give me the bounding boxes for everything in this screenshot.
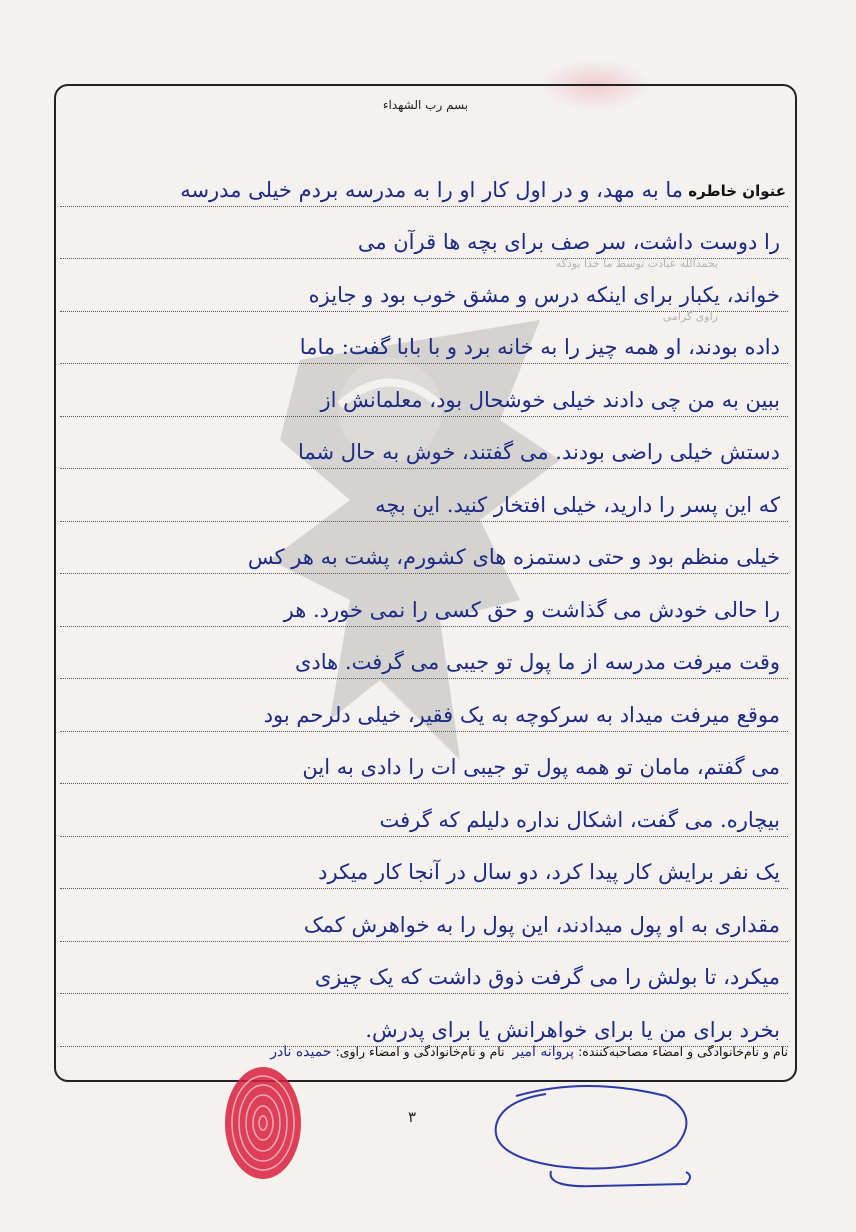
narrator-name: حمیده نادر xyxy=(270,1044,332,1060)
memoir-line xyxy=(60,784,788,837)
handwritten-text: می گفتم، مامان تو همه پول تو جیبی ات را دادی به این xyxy=(302,755,780,779)
handwritten-text: داده بودند، او همه چیز را به خانه برد و با بابا گفت: ماما xyxy=(299,335,780,359)
interviewer-name: پروانه امیر xyxy=(512,1044,575,1060)
handwritten-text: مقداری به او پول میدادند، این پول را به خواهرش کمک xyxy=(303,912,780,937)
memoir-line xyxy=(60,732,788,785)
memoir-line xyxy=(60,522,788,575)
memoir-line xyxy=(60,889,788,942)
memoir-line xyxy=(60,309,788,365)
handwritten-text: میکرد، تا بولش را می گرفت ذوق داشت که یک چیزی xyxy=(314,965,780,989)
memoir-line xyxy=(60,364,788,417)
handwritten-text: بخرد برای من یا برای خواهرانش یا برای پدرش. xyxy=(365,1017,780,1042)
memoir-line xyxy=(60,469,788,522)
fingerprint-stamp xyxy=(222,1064,304,1182)
handwritten-text: را دوست داشت، سر صف برای بچه ها قرآن می xyxy=(357,230,780,254)
memoir-line xyxy=(60,417,788,470)
handwritten-text: دستش خیلی راضی بودند. می گفتند، خوش به حال شما xyxy=(298,440,780,464)
handwritten-text: بیچاره. می گفت، اشکال نداره دلیلم که گرفت xyxy=(379,807,780,832)
memoir-lines xyxy=(60,154,788,1047)
background-print-text: بحمدالله عبادت توسط ما خدا بودکه xyxy=(555,257,718,270)
handwritten-text: خواند، یکبار برای اینکه درس و مشق خوب بود و جایزه xyxy=(308,282,780,307)
handwritten-text: ما به مهد، و در اول کار او را به مدرسه بردم خیلی مدرسه xyxy=(180,177,683,202)
page-header: بسم رب الشهداء xyxy=(382,98,469,112)
handwritten-text: ببین به من چی دادند خیلی خوشحال بود، معلمانش از xyxy=(320,387,780,412)
memoir-line xyxy=(60,994,788,1047)
memoir-line xyxy=(60,207,788,270)
handwritten-text: را حالی خودش می گذاشت و حق کسی را نمی خورد. هر xyxy=(283,597,780,622)
handwritten-text: خیلی منظم بود و حتی دستمزه های کشورم، پشت به هر کس xyxy=(247,545,780,569)
handwritten-text: که این پسر را دارید، خیلی افتخار کنید. این بچه xyxy=(375,492,780,517)
handwritten-text: وقت میرفت مدرسه از ما پول تو جیبی می گرفت. هادی xyxy=(294,650,780,674)
narrator-label: نام و نام‌خانوادگی و امضاء راوی: xyxy=(335,1044,505,1059)
memoir-line xyxy=(60,259,788,323)
memoir-line xyxy=(60,574,788,627)
title-label: عنوان خاطره xyxy=(688,181,786,200)
memoir-line xyxy=(60,679,788,732)
handwritten-text: یک نفر برایش کار پیدا کرد، دو سال در آنجا کار میکرد xyxy=(318,860,780,884)
signature-row xyxy=(60,1044,788,1060)
signature-mark xyxy=(486,1076,702,1196)
memoir-line xyxy=(60,627,788,680)
memoir-line xyxy=(60,837,788,890)
page-number: ۳ xyxy=(408,1108,417,1126)
memoir-line xyxy=(60,154,788,207)
handwritten-text: موقع میرفت میداد به سرکوچه به یک فقیر، خیلی دلرحم بود xyxy=(263,702,780,727)
background-print-text: راوی گرامی xyxy=(662,309,718,323)
memoir-line xyxy=(60,942,788,995)
interviewer-label: نام و نام‌خانوادگی و امضاء مصاحبه‌کننده: xyxy=(578,1044,788,1059)
